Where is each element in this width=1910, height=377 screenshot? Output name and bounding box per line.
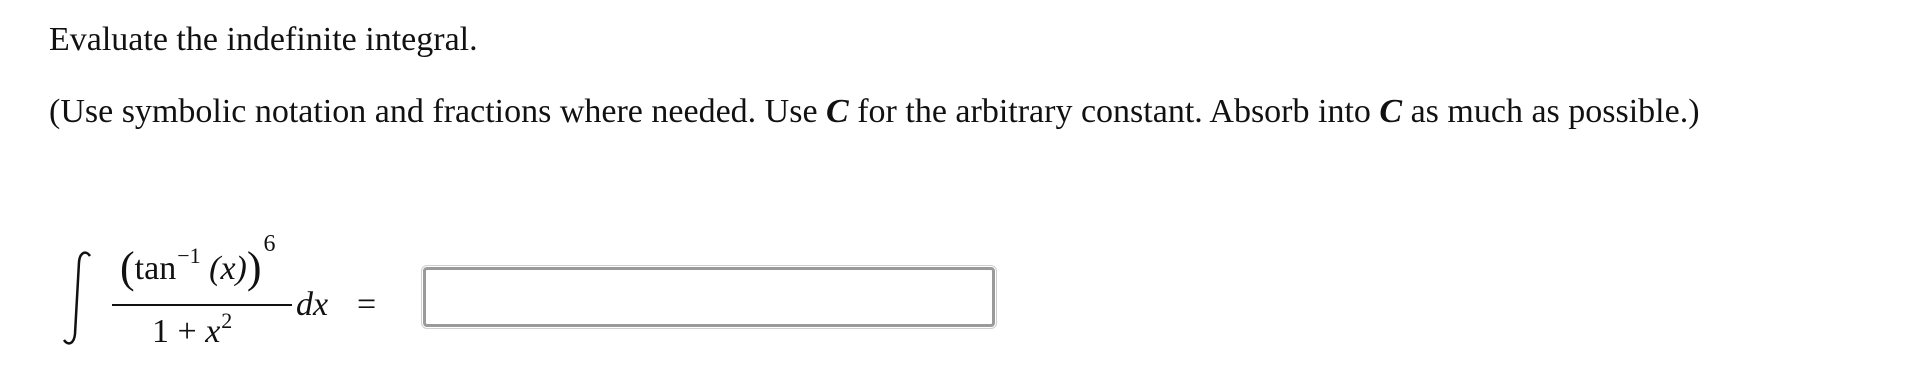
instructions-text-3: as much as possible.) — [1402, 93, 1700, 130]
function-argument: (x) — [209, 250, 247, 287]
integral-expression — [60, 228, 460, 358]
question-title — [49, 18, 478, 62]
question-instructions — [49, 90, 1700, 134]
differential: dx — [296, 286, 329, 323]
fraction-numerator: ($\tan^{-1}$ (x))$^6$ — [120, 231, 276, 292]
denominator-exponent: 2 — [221, 308, 233, 333]
denominator-variable: x — [205, 313, 221, 350]
answer-input[interactable] — [423, 267, 995, 327]
denominator-constant: 1 + — [152, 313, 206, 350]
question-title-text: Evaluate the indefinite integral. — [49, 21, 478, 58]
instructions-text-2: for the arbitrary constant. Absorb into — [848, 93, 1380, 130]
fraction-denominator — [152, 308, 233, 355]
tan-function: tan — [134, 250, 177, 287]
inverse-superscript: −1 — [177, 243, 201, 268]
constant-symbol: C — [826, 93, 849, 130]
constant-symbol: C — [1379, 93, 1403, 130]
equals-sign: = — [357, 286, 377, 323]
instructions-text-1: (Use symbolic notation and fractions where needed. Use — [49, 93, 827, 130]
fraction-bar — [112, 304, 292, 306]
integral-sign-icon — [60, 248, 96, 348]
power-exponent: 6 — [263, 231, 276, 257]
